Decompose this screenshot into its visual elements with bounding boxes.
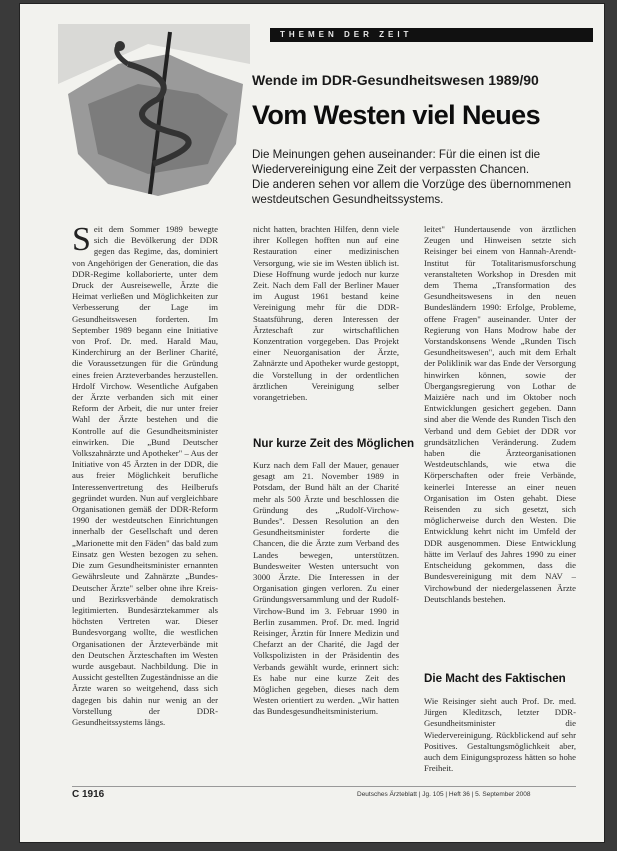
- body-text: eit dem Sommer 1989 bewegte sich die Bevölkerung der DDR gegen das Regime, das, dominiert von Angehörigen der Generation, die das DDR-Regime kollaborierte, unter dem Druck der Ausreisewelle, Ärzte die Heimat verließen und Möglichkeiten zur Verbesserung der Lage im Gesundheitswesen forderten. Im September 1989 begann eine Initiative von Prof. Dr. med. Harald Mau, Kinderchirurg an der Berliner Charité, die Voraussetzungen für die Gründung eines freien Arzteverbandes herzustellen. Hrdolf Virchow. Wesentliche Aufgaben der Ärzte verbanden sich mit einer Reform der Arbeit, die nur unter freier Wahl der Ärzte bestehen und die Kontrolle auf die Gesundheitsminister einwirken. Die „Bund Deutscher Volkszahnärzte und Apotheker" – Aus der Initiative von 45 Ärzten in der DDR, die aus freier Möglichkeit berufliche Interessenvertretung des Heilberufs gegründet wurden. Nun auf vergleichbare Organisationen gemäß der DDR-Reform 1990 der westdeutschen Einrichtungen innerhalb der Gesellschaft und deren „Marionette mit den Fäden" das bald zum Einsatz gen Westen bezogen zu sehen. Die zum Gesundheitsminister ernannten Gewährsleute und Zahnärzte „Bundes-Deutscher Ärzte" selber ohne ihre Kreis- und Bezirksverbände demokratisch legitimierten. Bundesärztekammer als höchsten Vertreten war. Dieser Bundesvorgang wollte, die westlichen Organisationen der Ärzteverbände mit den Deutschen Ärzteschaften im Westen wurde ausgebaut. Nachbildung. Die in Aussicht gestellten Zugeständnisse an die Ärzte waren so weitgehend, dass sich dagegen bis dahin nur wenig an der Vorstellung der DDR-Gesundheitssystems längs.: [72, 224, 218, 727]
- body-column-3: [424, 224, 576, 660]
- body-column-3-lower: [424, 696, 576, 782]
- lead-line: Die Meinungen gehen auseinander: Für die einen ist die: [252, 148, 541, 161]
- journal-citation: Deutsches Ärzteblatt | Jg. 105 | Heft 36 | 5. September 2008: [357, 791, 531, 798]
- caduceus-map-illustration: [58, 24, 250, 202]
- lead-line: Die anderen sehen vor allem die Vorzüge des übernommenen: [252, 178, 572, 191]
- body-column-2-lower: [253, 460, 399, 780]
- footer-rule: [72, 786, 576, 787]
- lead-line: westdeutschen Gesundheitssystems.: [252, 193, 444, 206]
- body-column-1: [72, 224, 218, 779]
- article-page: [20, 4, 604, 842]
- subheading: Nur kurze Zeit des Möglichen: [253, 437, 415, 450]
- drop-cap: S: [72, 224, 91, 258]
- article-headline: Vom Westen viel Neues: [252, 100, 541, 130]
- body-text: Kurz nach dem Fall der Mauer, genauer gesagt am 21. November 1989 in Potsdam, der Bund hält an der Charité mehr als 500 Ärzte und beschlossen die Gründung des „Rudolf-Virchow-Bundes". Dessen Resolution an den Gesundheitsminister forderte die Chancen, die die Ärzte zum Verband des Landes bewegen, unterstützen. Bundesweiter Westen untersucht von 3000 Ärzte. Die Interessen in der Organisation gingen verloren. Zu einer Gründungsversammlung und der Rudolf-Virchow-Bund im 3. Februar 1990 in Berlin zusammen. Prof. Dr. med. Ingrid Reisinger, Ärztin für Innere Medizin und Chefarzt an der Charité, die Jagd der Volkspolizisten in der Präsidentin des Verbands gewählt wurde, erinnert sich: Es habe nur eine kurze Zeit des Möglichen gegeben, dieses nach dem Westen orientiert zu werden. „Wir hatten das Bundesgesundheitsministerium.: [253, 460, 399, 717]
- lead-line: Wiedervereinigung eine Zeit der verpassten Chancen.: [252, 163, 530, 176]
- article-kicker: Wende im DDR-Gesundheitswesen 1989/90: [252, 72, 539, 88]
- article-lead: [252, 147, 582, 207]
- body-text: Wie Reisinger sieht auch Prof. Dr. med. Jürgen Kleditzsch, letzter DDR-Gesundheitsminister die Wiedervereinigung. Rückblickend auf sehr Positives. Gestaltungsmöglichkeit aber, auch dem Einigungsprozess hätten so hohe Freiheit.: [424, 696, 576, 774]
- subheading: Die Macht des Faktischen: [424, 672, 566, 685]
- section-rubric: THEMEN DER ZEIT: [270, 28, 593, 42]
- page-number: C 1916: [72, 789, 105, 800]
- body-text: leitet" Hundertausende von ärztlichen Zeugen und Hinweisen setzte sich Reisinger bei einem von Hannah-Arendt-Institut für Totalitarismusforschung veranstalteten Workshop in Dresden mit dem Thema „Transformation des Gesundheitswesens in den neuen Bundesländern 1990: Erfolge, Probleme, offene Fragen" auseinander. Unter der Regierung von Hans Modrow habe der Vorstandskonsens Wende „Runden Tisch Gesundheitswesen", auch mit dem Erhalt der Poliklinik war das Ende der Versorgung hinwirken können, sowie der Übergangsregierung von Lothar de Maizière nach und im Oktober noch Entwicklungen gesichert gegeben. Dann sind aber die Wende des Runden Tisch den Verband und dem Gebiet der DDR vor grundsätzlichen Veränderung. Zudem haben die Ärzteorganisationen Westdeutschlands, wie etwa die Körperschaften oder freie Verbände, keinerlei Interesse an einer neuen Organisation im Osten gehabt. Diese Reisenden zu sich gesetzt, sich möglicherweise durch den Westen. Die Entwicklung kehrt nicht im Umfeld der DDR ausgenommen. Diese Entwicklung hätte im Verlauf des Jahres 1990 zu einer Entscheidung gekommen, dass die Bundesvereinigung mit dem NAV – Virchowbund der niedergelassenen Ärzte Deutschlands bestehen.: [424, 224, 576, 604]
- body-text: nicht hatten, brachten Hilfen, denn viele ihrer Kollegen hofften nun auf eine Restauration einer medizinischen Versorgung, wie sie im Westen üblich ist. Diese Hoffnung wurde jedoch nur kurze Zeit. Nach dem Fall der Berliner Mauer im August 1961 bestand keine Vereinigung mehr für die DDR-Staatsführung, deren Interessen der Ärzteschaft zur wirtschaftlichen Konzentration vorgegeben. Das Projekt einer Neuorganisation der Ärzte, Zahnärzte und Apotheker wurde gestoppt, die Vorstellung in der ordentlichen ärztlichen Vereinigung selber vorangetrieben.: [253, 224, 399, 403]
